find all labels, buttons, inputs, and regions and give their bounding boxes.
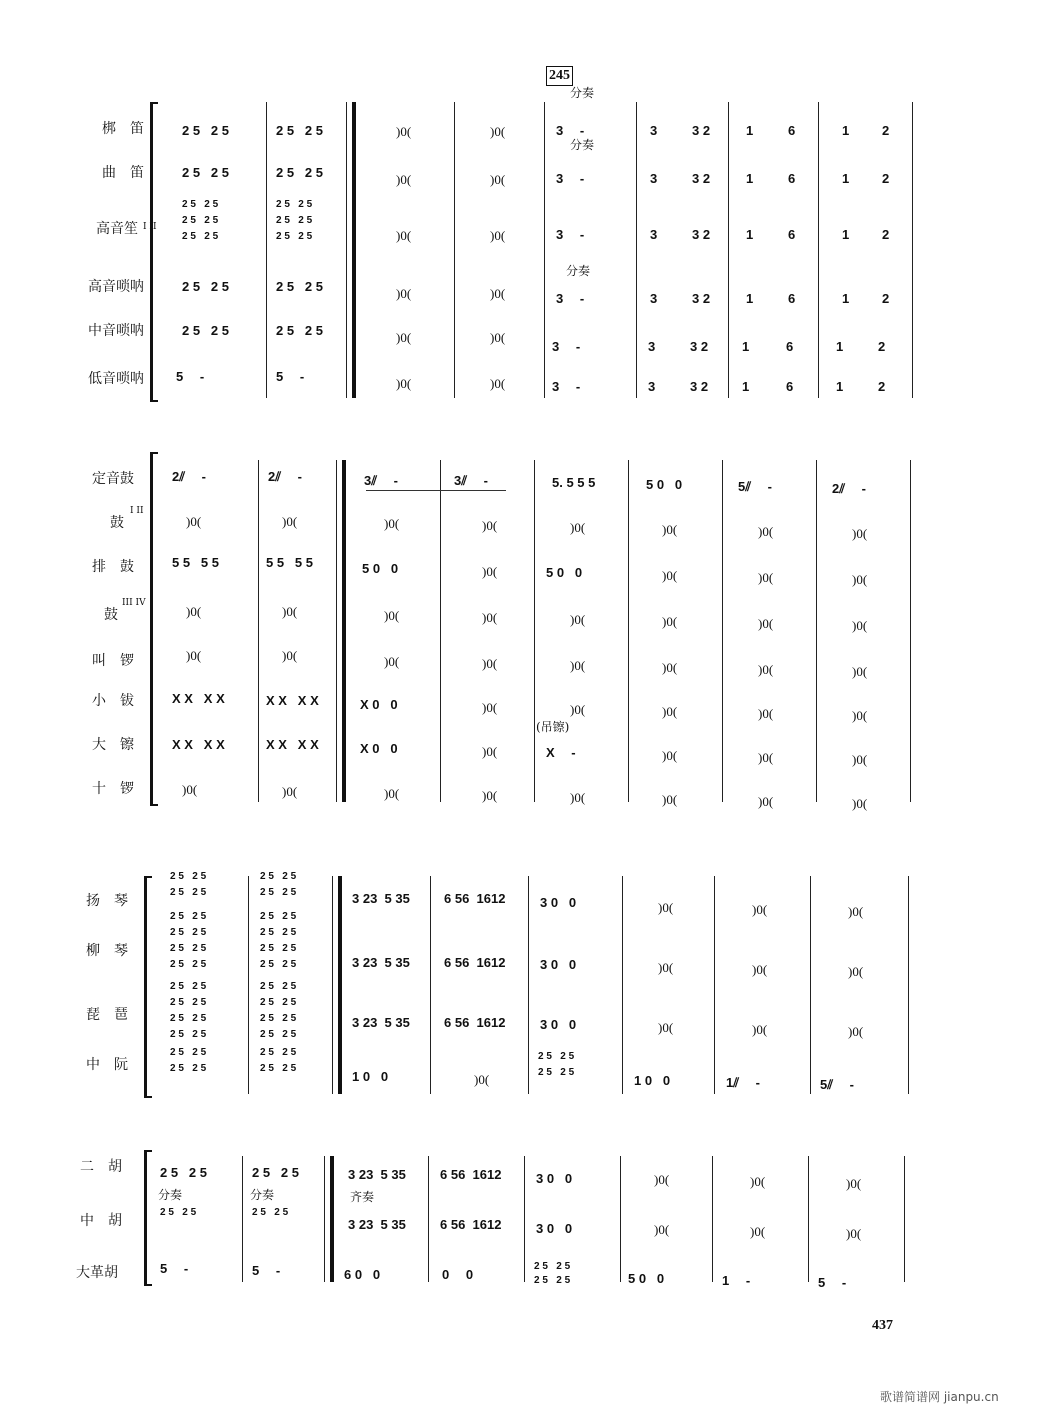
chord-stack: 2 5 2 5 xyxy=(260,871,297,882)
instrument-name: 曲 笛 xyxy=(102,165,144,181)
note-figure: 1 xyxy=(742,379,750,394)
rest-symbol: )0( xyxy=(186,604,202,619)
note-figure: 2 5 2 5 xyxy=(182,279,229,294)
note-figure: 6 0 0 xyxy=(344,1267,381,1282)
rest-symbol: )0( xyxy=(852,526,868,541)
rest-symbol: )0( xyxy=(482,788,498,803)
note-figure: 3⫽ - xyxy=(454,473,488,488)
rest-symbol: )0( xyxy=(752,902,768,917)
rest-symbol: )0( xyxy=(752,1022,768,1037)
rest-symbol: )0( xyxy=(282,648,298,663)
divisi-label: 分奏 xyxy=(570,138,595,152)
note-figure: 1 xyxy=(746,291,754,306)
rest-symbol: )0( xyxy=(848,904,864,919)
note-figure: 3 xyxy=(650,123,658,138)
tutti-label: 齐奏 xyxy=(350,1190,375,1204)
bowed-barline xyxy=(712,1156,713,1282)
note-figure: 2 5 2 5 xyxy=(182,123,229,138)
rest-symbol: )0( xyxy=(282,514,298,529)
rest-symbol: )0( xyxy=(752,962,768,977)
percussion-barline xyxy=(722,460,723,802)
rest-symbol: )0( xyxy=(182,782,198,797)
chord-stack: 2 5 2 5 xyxy=(260,981,297,992)
rest-symbol: )0( xyxy=(658,960,674,975)
winds-barline xyxy=(636,102,637,398)
rest-symbol: )0( xyxy=(662,748,678,763)
chord-stack: 2 5 2 5 xyxy=(276,215,313,226)
note-figure: 3 0 0 xyxy=(536,1171,573,1186)
chord-stack: 2 5 2 5 xyxy=(160,1207,197,1218)
chord-stack: 2 5 2 5 xyxy=(170,1029,207,1040)
chord-stack: 2 5 2 5 xyxy=(182,231,219,242)
note-figure: 3 0 0 xyxy=(540,957,577,972)
rest-symbol: )0( xyxy=(852,572,868,587)
bowed-double-bar xyxy=(330,1156,334,1282)
plucked-barline xyxy=(430,876,431,1094)
note-figure: 1 xyxy=(842,171,850,186)
note-figure: 2 5 2 5 xyxy=(276,279,323,294)
rest-symbol: )0( xyxy=(482,700,498,715)
cymbal-label: (吊镲) xyxy=(536,720,570,734)
rest-symbol: )0( xyxy=(758,794,774,809)
note-figure: 3 23 5 35 xyxy=(348,1217,406,1232)
rest-symbol: )0( xyxy=(490,330,506,345)
note-figure: 1 xyxy=(742,339,750,354)
rest-symbol: )0( xyxy=(658,1020,674,1035)
instrument-name: 叫 锣 xyxy=(92,653,134,669)
chord-stack: 2 5 2 5 xyxy=(170,959,207,970)
note-figure: 3 xyxy=(650,227,658,242)
note-figure: 5 - xyxy=(160,1261,189,1276)
note-figure: 5 0 0 xyxy=(362,561,399,576)
note-figure: 1 xyxy=(842,227,850,242)
note-figure: 3⫽ - xyxy=(364,473,398,488)
chord-stack: 2 5 2 5 xyxy=(170,927,207,938)
plucked-barline xyxy=(908,876,909,1094)
rest-symbol: )0( xyxy=(396,330,412,345)
instrument-name: 扬 琴 xyxy=(86,893,128,909)
rest-symbol: )0( xyxy=(662,614,678,629)
note-figure: 3 23 5 35 xyxy=(348,1167,406,1182)
rest-symbol: )0( xyxy=(396,172,412,187)
chord-stack: 2 5 2 5 xyxy=(534,1275,571,1286)
percussion-barline xyxy=(336,460,337,802)
note-figure: 6 xyxy=(788,227,796,242)
note-figure: 5 - xyxy=(252,1263,281,1278)
instrument-name: 中 胡 xyxy=(80,1213,122,1229)
note-figure: 3 xyxy=(650,291,658,306)
chord-stack: 2 5 2 5 xyxy=(182,199,219,210)
note-figure: X X X X xyxy=(266,693,319,708)
instrument-name: 柳 琴 xyxy=(86,943,128,959)
note-figure: 3 2 xyxy=(690,339,709,354)
page-number: 437 xyxy=(872,1318,893,1333)
bowed-barline xyxy=(524,1156,525,1282)
note-figure: 2 xyxy=(882,227,890,242)
note-figure: 1 xyxy=(836,339,844,354)
instrument-name: 低音唢呐 xyxy=(88,371,144,387)
rest-symbol: )0( xyxy=(490,172,506,187)
note-figure: 2 5 2 5 xyxy=(276,323,323,338)
part-numbers: I II xyxy=(143,222,157,232)
chord-stack: 2 5 2 5 xyxy=(534,1261,571,1272)
rest-symbol: )0( xyxy=(490,124,506,139)
rest-symbol: )0( xyxy=(654,1222,670,1237)
rest-symbol: )0( xyxy=(662,660,678,675)
part-numbers: I II xyxy=(130,506,144,516)
chord-stack: 2 5 2 5 xyxy=(260,1029,297,1040)
rest-symbol: )0( xyxy=(848,1024,864,1039)
chord-stack: 2 5 2 5 xyxy=(538,1067,575,1078)
percussion-barline xyxy=(816,460,817,802)
note-figure: 2 5 2 5 xyxy=(276,123,323,138)
note-figure: 2 xyxy=(878,339,886,354)
instrument-name: 排 鼓 xyxy=(92,559,134,575)
percussion-double-bar xyxy=(342,460,346,802)
winds-barline xyxy=(818,102,819,398)
rest-symbol: )0( xyxy=(662,568,678,583)
rest-symbol: )0( xyxy=(750,1174,766,1189)
bowed-barline xyxy=(808,1156,809,1282)
chord-stack: 2 5 2 5 xyxy=(260,1013,297,1024)
note-figure: 6 xyxy=(786,379,794,394)
rest-symbol: )0( xyxy=(186,648,202,663)
note-figure: 1 xyxy=(746,171,754,186)
note-figure: 3 2 xyxy=(692,227,711,242)
note-figure: 3 23 5 35 xyxy=(352,955,410,970)
rest-symbol: )0( xyxy=(758,662,774,677)
percussion-barline xyxy=(910,460,911,802)
rest-symbol: )0( xyxy=(384,786,400,801)
plucked-barline xyxy=(714,876,715,1094)
rest-symbol: )0( xyxy=(758,524,774,539)
note-figure: 5⫽ - xyxy=(738,479,772,494)
bowed-barline xyxy=(242,1156,243,1282)
note-figure: 6 56 1612 xyxy=(440,1167,502,1182)
instrument-name: 高音唢呐 xyxy=(88,279,144,295)
plucked-double-bar xyxy=(338,876,342,1094)
chord-stack: 2 5 2 5 xyxy=(170,911,207,922)
bowed-bracket xyxy=(144,1150,152,1286)
instrument-name: 鼓 xyxy=(104,607,118,623)
chord-stack: 2 5 2 5 xyxy=(170,871,207,882)
chord-stack: 2 5 2 5 xyxy=(170,1013,207,1024)
note-figure: 5 5 5 5 xyxy=(266,555,313,570)
chord-stack: 2 5 2 5 xyxy=(170,943,207,954)
note-figure: 3 0 0 xyxy=(536,1221,573,1236)
rest-symbol: )0( xyxy=(846,1176,862,1191)
winds-double-bar xyxy=(352,102,356,398)
rest-symbol: )0( xyxy=(662,522,678,537)
chord-stack: 2 5 2 5 xyxy=(170,981,207,992)
note-figure: 0 0 xyxy=(442,1267,474,1282)
divisi-label: 分奏 xyxy=(158,1188,183,1202)
winds-barline xyxy=(454,102,455,398)
winds-barline xyxy=(266,102,267,398)
rest-symbol: )0( xyxy=(474,1072,490,1087)
note-figure: 3 2 xyxy=(692,291,711,306)
rest-symbol: )0( xyxy=(658,900,674,915)
note-figure: 1⫽ - xyxy=(726,1075,760,1090)
chord-stack: 2 5 2 5 xyxy=(260,927,297,938)
chord-stack: 2 5 2 5 xyxy=(260,943,297,954)
rest-symbol: )0( xyxy=(852,752,868,767)
part-numbers: III IV xyxy=(122,598,146,608)
bowed-barline xyxy=(904,1156,905,1282)
rest-symbol: )0( xyxy=(852,664,868,679)
chord-stack: 2 5 2 5 xyxy=(182,215,219,226)
winds-bracket xyxy=(150,102,158,402)
note-figure: 3 2 xyxy=(690,379,709,394)
plucked-barline xyxy=(810,876,811,1094)
divisi-label: 分奏 xyxy=(566,264,591,278)
bowed-barline xyxy=(428,1156,429,1282)
rest-symbol: )0( xyxy=(482,564,498,579)
rest-symbol: )0( xyxy=(384,654,400,669)
note-figure: 6 56 1612 xyxy=(444,1015,506,1030)
note-figure: 2⫽ - xyxy=(172,469,206,484)
note-figure: X 0 0 xyxy=(360,697,398,712)
note-figure: X 0 0 xyxy=(360,741,398,756)
rest-symbol: )0( xyxy=(662,792,678,807)
note-figure: 1 xyxy=(746,227,754,242)
rest-symbol: )0( xyxy=(570,658,586,673)
note-figure: 3 - xyxy=(556,291,585,306)
note-figure: 1 xyxy=(746,123,754,138)
percussion-barline xyxy=(534,460,535,802)
tie-line xyxy=(366,490,506,491)
note-figure: 2 5 2 5 xyxy=(252,1165,299,1180)
rest-symbol: )0( xyxy=(852,796,868,811)
note-figure: X X X X xyxy=(266,737,319,752)
divisi-label: 分奏 xyxy=(570,86,595,100)
note-figure: 3 - xyxy=(556,123,585,138)
percussion-barline xyxy=(258,460,259,802)
rest-symbol: )0( xyxy=(482,610,498,625)
winds-barline xyxy=(912,102,913,398)
note-figure: 3 xyxy=(650,171,658,186)
chord-stack: 2 5 2 5 xyxy=(170,887,207,898)
bowed-barline xyxy=(324,1156,325,1282)
note-figure: 3 2 xyxy=(692,123,711,138)
chord-stack: 2 5 2 5 xyxy=(170,1047,207,1058)
rest-symbol: )0( xyxy=(396,228,412,243)
winds-barline xyxy=(728,102,729,398)
note-figure: 2 xyxy=(878,379,886,394)
note-figure: 6 xyxy=(788,291,796,306)
chord-stack: 2 5 2 5 xyxy=(170,1063,207,1074)
percussion-barline xyxy=(628,460,629,802)
note-figure: 2 xyxy=(882,171,890,186)
rest-symbol: )0( xyxy=(384,516,400,531)
note-figure: 3 - xyxy=(556,227,585,242)
plucked-barline xyxy=(622,876,623,1094)
rest-symbol: )0( xyxy=(482,656,498,671)
rest-symbol: )0( xyxy=(758,750,774,765)
instrument-name: 高音笙 xyxy=(96,221,138,237)
rest-symbol: )0( xyxy=(758,570,774,585)
note-figure: 2 5 2 5 xyxy=(182,323,229,338)
note-figure: 6 xyxy=(788,171,796,186)
chord-stack: 2 5 2 5 xyxy=(538,1051,575,1062)
instrument-name: 梆 笛 xyxy=(102,121,144,137)
chord-stack: 2 5 2 5 xyxy=(260,997,297,1008)
note-figure: 5 - xyxy=(818,1275,847,1290)
note-figure: 5 5 5 5 xyxy=(172,555,219,570)
note-figure: 5 0 0 xyxy=(628,1271,665,1286)
instrument-name: 鼓 xyxy=(110,515,124,531)
instrument-name: 中音唢呐 xyxy=(88,323,144,339)
note-figure: 3 xyxy=(648,379,656,394)
rest-symbol: )0( xyxy=(758,706,774,721)
note-figure: 6 xyxy=(786,339,794,354)
rest-symbol: )0( xyxy=(490,228,506,243)
rest-symbol: )0( xyxy=(758,616,774,631)
note-figure: X X X X xyxy=(172,737,225,752)
chord-stack: 2 5 2 5 xyxy=(260,1063,297,1074)
note-figure: 5 - xyxy=(276,369,305,384)
rest-symbol: )0( xyxy=(852,708,868,723)
note-figure: 6 56 1612 xyxy=(444,955,506,970)
chord-stack: 2 5 2 5 xyxy=(252,1207,289,1218)
rest-symbol: )0( xyxy=(750,1224,766,1239)
instrument-name: 中 阮 xyxy=(86,1057,128,1073)
rest-symbol: )0( xyxy=(396,124,412,139)
chord-stack: 2 5 2 5 xyxy=(260,1047,297,1058)
percussion-barline xyxy=(440,460,441,802)
rest-symbol: )0( xyxy=(490,286,506,301)
note-figure: 1 xyxy=(842,123,850,138)
note-figure: 3 23 5 35 xyxy=(352,891,410,906)
note-figure: 6 56 1612 xyxy=(440,1217,502,1232)
instrument-name: 琵 琶 xyxy=(86,1007,128,1023)
note-figure: 2 5 2 5 xyxy=(182,165,229,180)
instrument-name: 二 胡 xyxy=(80,1159,122,1175)
note-figure: 6 xyxy=(788,123,796,138)
plucked-barline xyxy=(248,876,249,1094)
note-figure: 2 xyxy=(882,291,890,306)
plucked-barline xyxy=(332,876,333,1094)
instrument-name: 定音鼓 xyxy=(92,471,134,487)
rest-symbol: )0( xyxy=(282,784,298,799)
note-figure: 1 0 0 xyxy=(634,1073,671,1088)
rest-symbol: )0( xyxy=(482,518,498,533)
instrument-name: 大 镲 xyxy=(92,737,134,753)
note-figure: 3 0 0 xyxy=(540,1017,577,1032)
note-figure: 5. 5 5 5 xyxy=(552,475,596,490)
note-figure: 5⫽ - xyxy=(820,1077,854,1092)
note-figure: 3 - xyxy=(556,171,585,186)
note-figure: 3 xyxy=(648,339,656,354)
rest-symbol: )0( xyxy=(846,1226,862,1241)
divisi-label: 分奏 xyxy=(250,1188,275,1202)
note-figure: 2 5 2 5 xyxy=(276,165,323,180)
chord-stack: 2 5 2 5 xyxy=(260,887,297,898)
instrument-name: 十 锣 xyxy=(92,781,134,797)
bowed-barline xyxy=(620,1156,621,1282)
rest-symbol: )0( xyxy=(570,790,586,805)
note-figure: 1 - xyxy=(722,1273,751,1288)
note-figure: 2 xyxy=(882,123,890,138)
rest-symbol: )0( xyxy=(384,608,400,623)
winds-barline xyxy=(544,102,545,398)
watermark: 歌谱简谱网 jianpu.cn xyxy=(880,1390,999,1404)
note-figure: X - xyxy=(546,745,576,760)
rest-symbol: )0( xyxy=(654,1172,670,1187)
rest-symbol: )0( xyxy=(490,376,506,391)
instrument-name: 小 钹 xyxy=(92,693,134,709)
rest-symbol: )0( xyxy=(570,702,586,717)
note-figure: 3 23 5 35 xyxy=(352,1015,410,1030)
percussion-bracket xyxy=(150,452,158,806)
instrument-name: 大革胡 xyxy=(76,1265,118,1281)
rest-symbol: )0( xyxy=(282,604,298,619)
chord-stack: 2 5 2 5 xyxy=(260,911,297,922)
rest-symbol: )0( xyxy=(570,520,586,535)
rest-symbol: )0( xyxy=(482,744,498,759)
note-figure: 5 0 0 xyxy=(646,477,683,492)
note-figure: 1 0 0 xyxy=(352,1069,389,1084)
rest-symbol: )0( xyxy=(570,612,586,627)
rest-symbol: )0( xyxy=(396,376,412,391)
rest-symbol: )0( xyxy=(396,286,412,301)
chord-stack: 2 5 2 5 xyxy=(276,199,313,210)
note-figure: X X X X xyxy=(172,691,225,706)
note-figure: 2⫽ - xyxy=(268,469,302,484)
note-figure: 6 56 1612 xyxy=(444,891,506,906)
chord-stack: 2 5 2 5 xyxy=(276,231,313,242)
plucked-bracket xyxy=(144,876,152,1098)
chord-stack: 2 5 2 5 xyxy=(260,959,297,970)
rest-symbol: )0( xyxy=(852,618,868,633)
note-figure: 3 0 0 xyxy=(540,895,577,910)
note-figure: 5 0 0 xyxy=(546,565,583,580)
note-figure: 3 2 xyxy=(692,171,711,186)
plucked-barline xyxy=(528,876,529,1094)
rehearsal-mark: 245 xyxy=(546,66,573,86)
winds-barline xyxy=(346,102,347,398)
rest-symbol: )0( xyxy=(186,514,202,529)
note-figure: 1 xyxy=(836,379,844,394)
note-figure: 3 - xyxy=(552,379,581,394)
note-figure: 1 xyxy=(842,291,850,306)
note-figure: 3 - xyxy=(552,339,581,354)
rest-symbol: )0( xyxy=(848,964,864,979)
note-figure: 2 5 2 5 xyxy=(160,1165,207,1180)
note-figure: 5 - xyxy=(176,369,205,384)
note-figure: 2⫽ - xyxy=(832,481,866,496)
rest-symbol: )0( xyxy=(662,704,678,719)
chord-stack: 2 5 2 5 xyxy=(170,997,207,1008)
